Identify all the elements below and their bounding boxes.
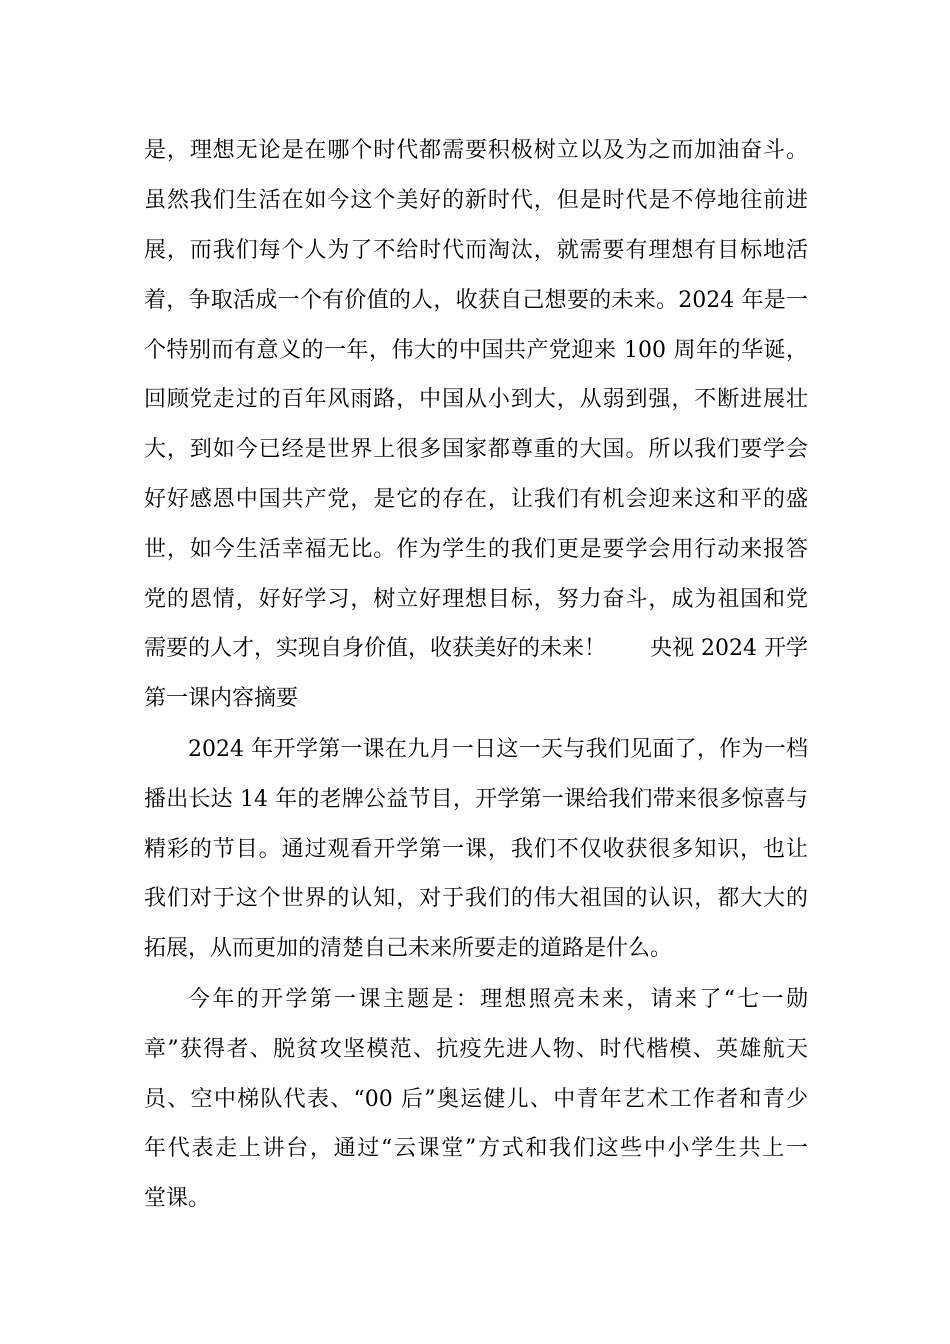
text-line: 回顾党走过的百年风雨路，中国从小到大，从弱到强，不断进展壮 (144, 387, 808, 412)
text-line: 是，理想无论是在哪个时代都需要积极树立以及为之而加油奋斗。 (144, 138, 808, 163)
text-line: 年代表走上讲台，通过“云课堂”方式和我们这些中小学生共上一 (144, 1136, 808, 1161)
text-line: 展，而我们每个人为了不给时代而淘汰，就需要有理想有目标地活 (144, 238, 808, 263)
text-line: 个特别而有意义的一年，伟大的中国共产党迎来 100 周年的华诞， (144, 338, 808, 363)
text-line: 世，如今生活幸福无比。作为学生的我们更是要学会用行动来报答 (144, 537, 808, 562)
text-line: 党的恩情，好好学习，树立好理想目标，努力奋斗，成为祖国和党 (144, 587, 808, 612)
text-line: 需要的人才，实现自身价值，收获美好的未来！ 央视 2024 开学 (144, 636, 808, 661)
text-line: 堂课。 (144, 1186, 211, 1211)
text-line: 我们对于这个世界的认知，对于我们的伟大祖国的认识，都大大的 (144, 886, 808, 911)
text-line: 2024 年开学第一课在九月一日这一天与我们见面了，作为一档 (188, 737, 808, 762)
text-line: 虽然我们生活在如今这个美好的新时代，但是时代是不停地往前进 (144, 188, 808, 213)
text-line: 员、空中梯队代表、“00 后”奥运健儿、中青年艺术工作者和青少 (144, 1087, 808, 1112)
text-line: 着，争取活成一个有价值的人，收获自己想要的未来。2024 年是一 (144, 288, 808, 313)
text-line: 第一课内容摘要 (144, 686, 299, 711)
text-line: 今年的开学第一课主题是：理想照亮未来，请来了“七一勋 (188, 987, 808, 1012)
text-line: 精彩的节目。通过观看开学第一课，我们不仅收获很多知识，也让 (144, 837, 808, 862)
text-line: 大，到如今已经是世界上很多国家都尊重的大国。所以我们要学会 (144, 437, 808, 462)
text-line: 章”获得者、脱贫攻坚模范、抗疫先进人物、时代楷模、英雄航天 (144, 1037, 808, 1062)
text-line: 播出长达 14 年的老牌公益节目，开学第一课给我们带来很多惊喜与 (144, 787, 808, 812)
text-line: 拓展，从而更加的清楚自己未来所要走的道路是什么。 (144, 936, 673, 961)
text-line: 好好感恩中国共产党，是它的存在，让我们有机会迎来这和平的盛 (144, 487, 808, 512)
